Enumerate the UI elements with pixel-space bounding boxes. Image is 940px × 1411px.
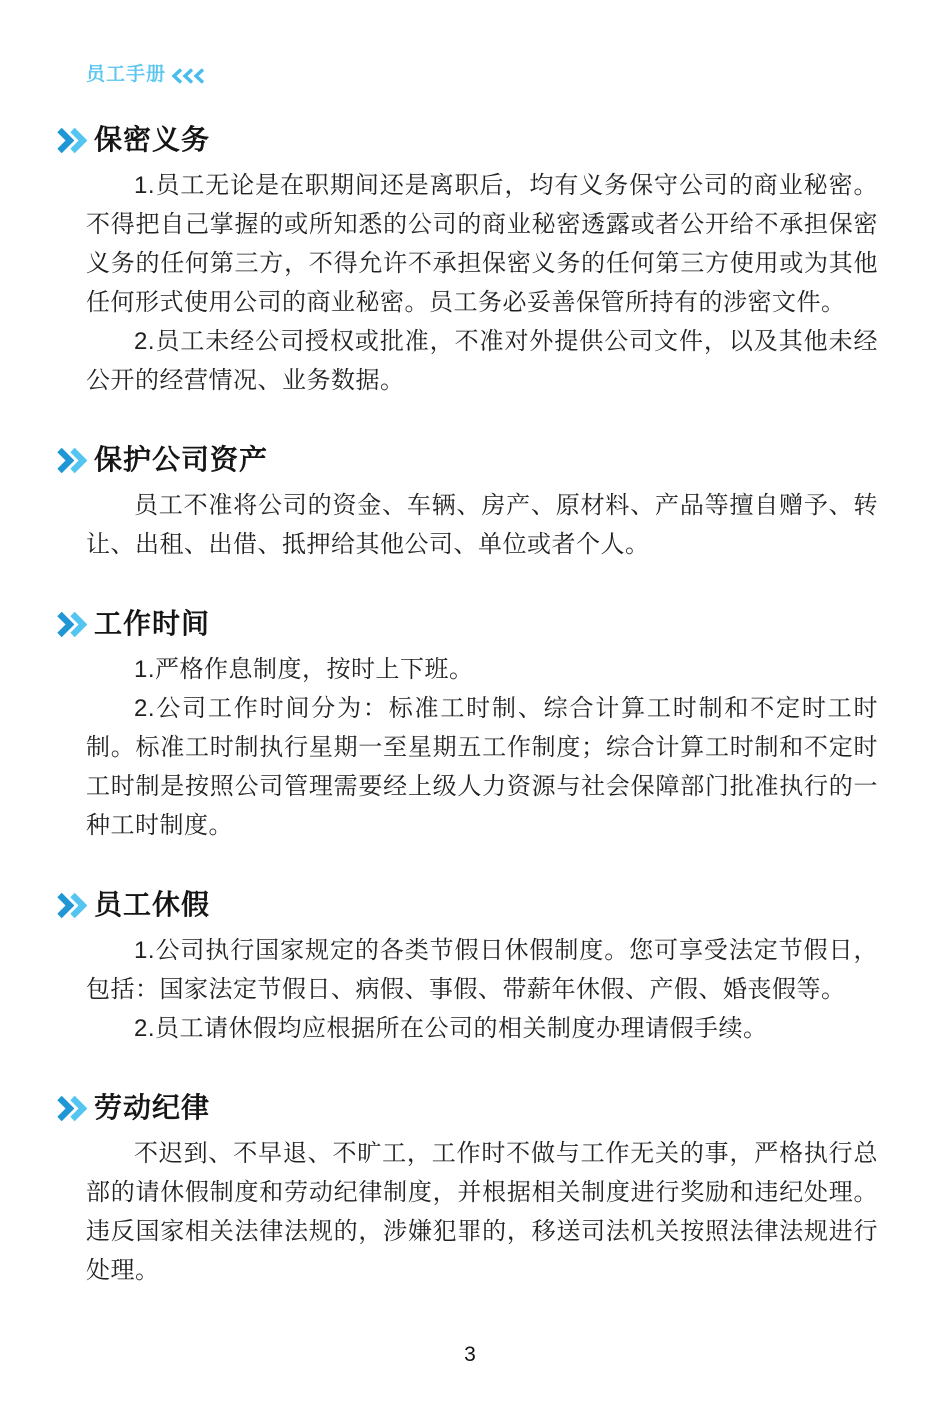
section-title-text: 工作时间 [94, 608, 211, 639]
section-heading [56, 606, 878, 642]
paragraph: 1.员工无论是在职期间还是离职后，均有义务保守公司的商业秘密。不得把自己掌握的或所知悉的公司的商业秘密透露或者公开给不承担保密义务的任何第三方，不得允许不承担保密义务的任何第三方使用或为其他任何形式使用公司的商业秘密。员工务必妥善保管所持有的涉密文件。 [86, 172, 878, 316]
section-title-text: 保护公司资产 [94, 444, 269, 475]
section-working-hours [86, 606, 878, 845]
section-employee-leave [86, 887, 878, 1048]
paragraph: 2.公司工作时间分为：标准工时制、综合计算工时制和不定时工时制。标准工时制执行星期一至星期五工作制度；综合计算工时制和不定时工时制是按照公司管理需要经上级人力资源与社会保障部门批准执行的一种工时制度。 [86, 695, 878, 839]
double-right-chevron-icon [56, 127, 87, 154]
page-header [86, 62, 878, 88]
paragraph: 2.员工请休假均应根据所在公司的相关制度办理请假手续。 [134, 1015, 768, 1042]
section-confidentiality [86, 122, 878, 400]
handbook-title: 员工手册 [86, 64, 167, 85]
section-protect-assets [86, 442, 878, 564]
section-heading [56, 122, 878, 158]
paragraph: 2.员工未经公司授权或批准，不准对外提供公司文件，以及其他未经公开的经营情况、业务数据。 [86, 328, 878, 394]
paragraph: 不迟到、不早退、不旷工，工作时不做与工作无关的事，严格执行总部的请休假制度和劳动纪律制度，并根据相关制度进行奖励和违纪处理。违反国家相关法律法规的，涉嫌犯罪的，移送司法机关按照法律法规进行处理。 [86, 1140, 878, 1284]
double-right-chevron-icon [56, 611, 87, 638]
section-heading [56, 887, 878, 923]
section-title-text: 劳动纪律 [94, 1092, 211, 1123]
triple-left-chevron-icon [169, 67, 209, 85]
paragraph: 员工不准将公司的资金、车辆、房产、原材料、产品等擅自赠予、转让、出租、出借、抵押给其他公司、单位或者个人。 [86, 492, 878, 558]
double-right-chevron-icon [56, 447, 87, 474]
double-right-chevron-icon [56, 892, 87, 919]
section-heading [56, 442, 878, 478]
page-number: 3 [464, 1343, 476, 1366]
paragraph: 1.严格作息制度，按时上下班。 [134, 656, 474, 683]
paragraph: 1.公司执行国家规定的各类节假日休假制度。您可享受法定节假日，包括：国家法定节假日、病假、事假、带薪年休假、产假、婚丧假等。 [86, 937, 878, 1003]
section-title-text: 员工休假 [94, 889, 211, 920]
section-title-text: 保密义务 [94, 124, 211, 155]
section-labor-discipline [86, 1090, 878, 1290]
section-heading [56, 1090, 878, 1126]
double-right-chevron-icon [56, 1095, 87, 1122]
